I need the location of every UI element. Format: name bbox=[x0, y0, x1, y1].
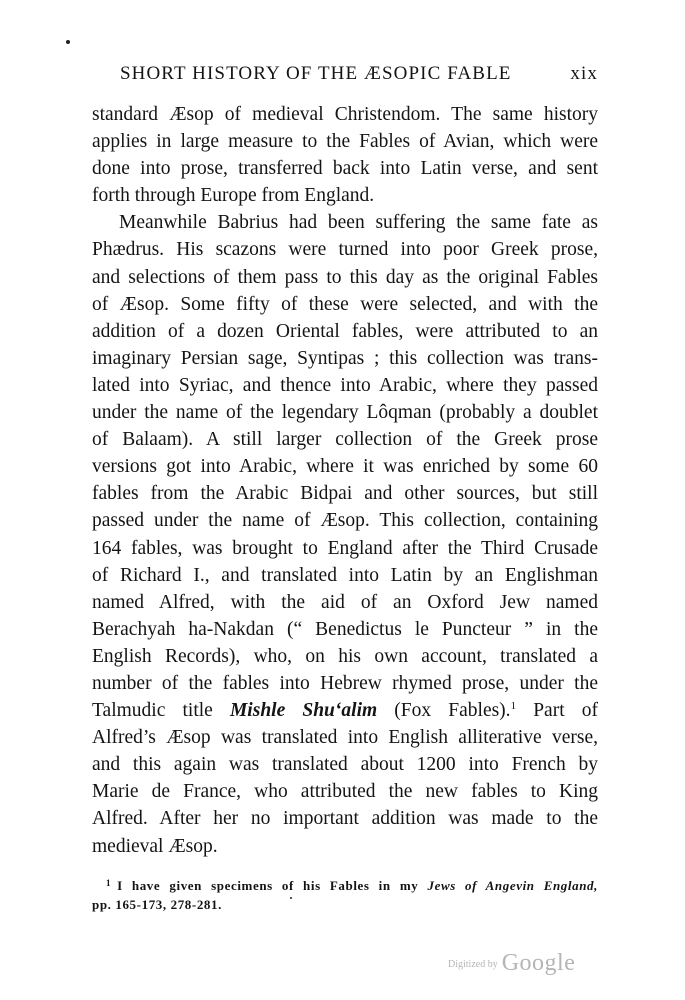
text-line: of Richard I., and translated into Latin by an Englishman bbox=[92, 564, 598, 586]
body-text bbox=[92, 101, 598, 860]
text-line: under the name of the legendary Lôqman (probably a doublet bbox=[92, 402, 598, 424]
text-line: done into prose, transferred back into Latin verse, and sent bbox=[92, 158, 598, 180]
text-line: Meanwhile Babrius had been suffering the same fate as bbox=[119, 212, 598, 234]
page-number: xix bbox=[570, 63, 598, 84]
watermark-brand-logo: Google bbox=[501, 950, 576, 976]
footnote-line bbox=[92, 874, 598, 895]
text-line: versions got into Arabic, where it was enriched by some 60 bbox=[92, 456, 598, 478]
page-speck bbox=[290, 897, 292, 899]
text-line: standard Æsop of medieval Christendom. The same history bbox=[92, 104, 598, 125]
footnote-book-title: Jews of Angevin England, bbox=[427, 878, 599, 893]
running-header bbox=[120, 62, 598, 86]
watermark-digitized-label: Digitized by bbox=[448, 959, 498, 970]
text-line: Berachyah ha-Nakdan (“ Benedictus le Puncteur ” in the bbox=[92, 618, 598, 640]
text-line: lated into Syriac, and thence into Arabic, where they passed bbox=[92, 374, 598, 396]
book-title: Mishle Shu‘alim bbox=[229, 700, 378, 722]
line-fragment: Talmudic title bbox=[92, 700, 230, 722]
footnote-line: pp. 165-173, 278-281. bbox=[92, 897, 222, 912]
text-line: and selections of them pass to this day as the original Fables bbox=[92, 266, 598, 288]
text-line: passed under the name of Æsop. This collection, containing bbox=[92, 510, 598, 532]
text-line: of Æsop. Some fifty of these were selected, and with the bbox=[92, 293, 598, 315]
text-line bbox=[92, 697, 598, 724]
text-line: Marie de France, who attributed the new fables to King bbox=[92, 781, 598, 803]
footnote-reference: 1 bbox=[510, 700, 517, 713]
footnote-mark: 1 bbox=[106, 878, 112, 888]
text-line: Phædrus. His scazons were turned into poor Greek prose, bbox=[92, 239, 598, 261]
text-line: named Alfred, with the aid of an Oxford Jew named bbox=[92, 591, 598, 613]
text-line: Alfred’s Æsop was translated into English alliterative verse, bbox=[92, 727, 598, 749]
text-line: addition of a dozen Oriental fables, were attributed to an bbox=[92, 320, 598, 342]
text-line: Alfred. After her no important addition was made to the bbox=[92, 808, 598, 830]
text-line: fables from the Arabic Bidpai and other sources, but still bbox=[92, 483, 598, 505]
footnote bbox=[92, 874, 598, 914]
text-line: English Records), who, on his own account, translated a bbox=[92, 645, 598, 667]
text-line: forth through Europe from England. bbox=[92, 185, 375, 207]
text-line: and this again was translated about 1200 into French by bbox=[92, 754, 598, 776]
page-speck bbox=[66, 40, 70, 44]
digitization-watermark bbox=[448, 950, 575, 977]
footnote-text: I have given specimens of his Fables in my bbox=[117, 878, 428, 893]
text-line: number of the fables into Hebrew rhymed prose, under the bbox=[92, 672, 598, 694]
text-line: medieval Æsop. bbox=[92, 835, 218, 857]
text-line: of Balaam). A still larger collection of the Greek prose bbox=[92, 429, 598, 451]
text-line: 164 fables, was brought to England after the Third Crusade bbox=[92, 537, 598, 559]
running-title: SHORT HISTORY OF THE ÆSOPIC FABLE bbox=[120, 63, 512, 84]
line-fragment: Part of bbox=[516, 700, 598, 722]
text-line: imaginary Persian sage, Syntipas ; this collection was trans- bbox=[92, 347, 598, 369]
line-fragment: (Fox Fables). bbox=[377, 700, 511, 722]
text-line: applies in large measure to the Fables of Avian, which were bbox=[92, 131, 598, 153]
